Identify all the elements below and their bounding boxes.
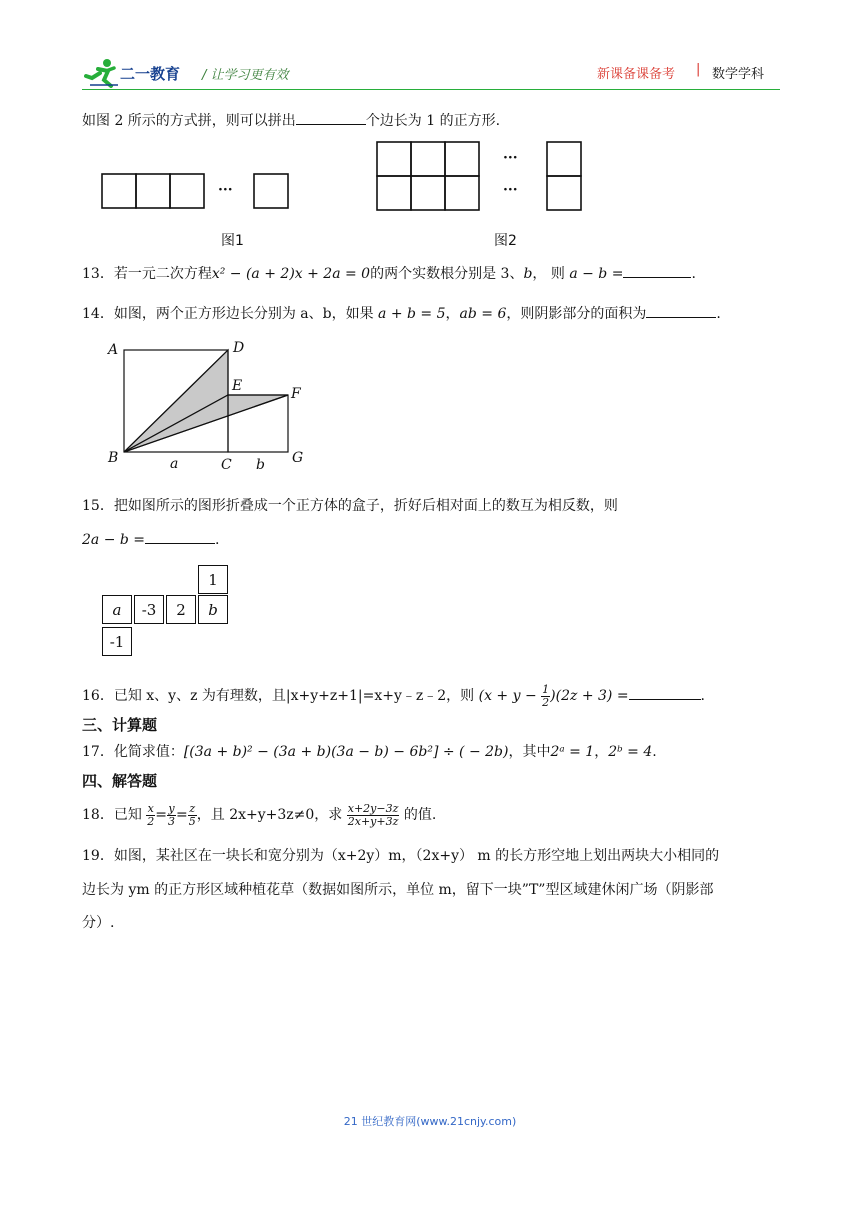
q19-line-3: 分）. <box>82 915 115 931</box>
cube-net <box>102 565 232 659</box>
q15-expression: 2a − b = <box>82 532 146 548</box>
fig2-square <box>411 142 445 176</box>
frac-target-expression <box>347 803 400 828</box>
fig2-square <box>445 142 479 176</box>
q18-text-1: 已知 <box>113 807 142 823</box>
q14-figure <box>104 338 314 476</box>
net-value: b <box>208 600 218 619</box>
q16-expr-b: )(2z + 3) = <box>550 688 629 704</box>
q15-number: 15． <box>82 498 114 514</box>
fig2-square <box>377 142 411 176</box>
q14-end: . <box>716 306 721 322</box>
q15-line-1 <box>82 496 618 516</box>
q13-expression: a − b = <box>569 266 624 282</box>
frac-z-over-5 <box>188 803 197 828</box>
net-value: a <box>112 600 122 619</box>
fig2-square <box>411 176 445 210</box>
frac-x-over-2 <box>146 803 155 828</box>
q13-answer-blank <box>623 263 691 278</box>
q16-number: 16． <box>82 688 114 704</box>
label-side-a: a <box>170 456 179 472</box>
q13-text-1: 若一元二次方程 <box>113 266 212 282</box>
slogan: / 让学习更有效 <box>202 68 289 83</box>
page-footer: 21 世纪教育网(www.21cnjy.com) <box>343 1115 517 1128</box>
q19-line-1: 19．如图，某社区在一块长和宽分别为（x+2y）m，（2x+y） m 的长方形空地上划出两块大小相同的 <box>82 848 720 864</box>
logo-text: 二一教育 <box>120 65 181 83</box>
q13-text-2: 的两个实数根分别是 3、 <box>370 266 524 282</box>
q13-end: . <box>691 266 696 282</box>
frac-denominator: 2 <box>147 814 155 828</box>
q16-text: 已知 x、y、z 为有理数，且|x+y+z+1|=x+y﹣z﹣2，则 <box>113 688 475 704</box>
net-cell-a <box>102 595 132 624</box>
fig1-square <box>170 174 204 208</box>
q18 <box>82 801 436 829</box>
frac-denominator: 2x+y+3z <box>347 814 399 828</box>
fig2-square <box>547 142 581 176</box>
frac-numerator: x+2y−3z <box>347 801 399 815</box>
q15-answer-blank <box>145 529 215 544</box>
q17-condition-1: 2ᵃ = 1 <box>550 744 595 760</box>
q13-number: 13． <box>82 266 114 282</box>
q13 <box>82 263 696 284</box>
fig2-square <box>377 176 411 210</box>
header-rule <box>82 89 780 90</box>
q13-root-b: b <box>523 266 533 282</box>
q17-number: 17． <box>82 744 114 760</box>
q16-end: . <box>700 688 705 704</box>
frac-denominator: 3 <box>168 814 176 828</box>
q17-text-2: ，其中 <box>508 744 551 760</box>
q16 <box>82 683 705 709</box>
q17-text: 化简求值： <box>113 744 184 760</box>
fig2-ellipsis-bottom: ··· <box>503 182 518 198</box>
q17-end: . <box>652 744 657 760</box>
fig1-square <box>102 174 136 208</box>
q12-text <box>82 110 500 131</box>
q15-text: 把如图所示的图形折叠成一个正方体的盒子，折好后相对面上的数互为相反数，则 <box>113 498 618 514</box>
fig1-square <box>136 174 170 208</box>
label-f-point: F <box>291 386 301 402</box>
net-cell-b <box>198 595 228 624</box>
fig1-square <box>254 174 288 208</box>
q14 <box>82 303 721 324</box>
q16-fraction <box>541 684 550 709</box>
q14-text-3: ，则阴影部分的面积为 <box>506 306 647 322</box>
fig2-square <box>445 176 479 210</box>
net-value: -1 <box>109 632 125 651</box>
q16-expr-a: (x + y − <box>478 688 537 704</box>
header-separator: | <box>696 62 701 77</box>
q14-text-2: ， <box>445 306 460 322</box>
label-b-point: B <box>108 450 119 466</box>
q14-number: 14． <box>82 306 114 322</box>
q18-number: 18． <box>82 807 114 823</box>
q12-figure-1 <box>100 172 290 210</box>
q13-equation: x² − (a + 2)x + 2a = 0 <box>211 266 371 282</box>
net-value: 1 <box>208 570 218 589</box>
q14-answer-blank <box>646 303 716 318</box>
label-side-b: b <box>256 457 265 473</box>
q18-text-3: 的值. <box>403 807 437 823</box>
q13-text-3: ， 则 <box>532 266 565 282</box>
q18-text-2: ，且 2x+y+3z≠0，求 <box>196 807 343 823</box>
label-a-point: A <box>108 342 119 358</box>
section-heading-4: 四、解答题 <box>82 772 158 790</box>
equals-sign: = <box>155 807 168 823</box>
q12-answer-blank <box>296 110 366 125</box>
fig1-label: 图1 <box>221 233 244 249</box>
fig2-ellipsis-top: ··· <box>503 150 518 166</box>
fig2-square <box>547 176 581 210</box>
q16-answer-blank <box>629 685 701 700</box>
net-cell-minus-1 <box>102 627 132 656</box>
net-cell-top <box>198 565 228 594</box>
q15-end: . <box>215 532 220 548</box>
label-d-point: D <box>233 340 245 356</box>
net-value: -3 <box>141 600 157 619</box>
frac-numerator: 1 <box>542 682 550 696</box>
label-c-point: C <box>221 457 232 473</box>
q12-text-before: 如图 2 所示的方式拼，则可以拼出 <box>82 113 296 129</box>
frac-y-over-3 <box>167 803 176 828</box>
page-header <box>0 0 860 92</box>
q17 <box>82 742 657 762</box>
fig2-label: 图2 <box>494 233 517 249</box>
frac-numerator: y <box>168 801 175 815</box>
net-cell-minus-3 <box>134 595 164 624</box>
q17-expression: [(3a + b)² − (3a + b)(3a − b) − 6b²] ÷ ( − 2b) <box>183 744 509 760</box>
frac-denominator: 5 <box>188 814 196 828</box>
q14-text-1: 如图，两个正方形边长分别为 a、b，如果 <box>113 306 374 322</box>
header-tagline: 新课备课备考 <box>597 67 676 82</box>
q15-line-2 <box>82 529 219 550</box>
net-cell-2 <box>166 595 196 624</box>
q17-sep: ， <box>594 744 609 760</box>
section-heading-3: 三、计算题 <box>82 716 158 734</box>
fig1-ellipsis: ··· <box>218 182 233 198</box>
q12-text-after: 个边长为 1 的正方形. <box>365 113 501 129</box>
label-g-point: G <box>292 450 304 466</box>
frac-denominator: 2 <box>542 695 550 709</box>
q19-line-2: 边长为 ym 的正方形区域种植花草（数据如图所示，单位 m，留下一块”T”型区域建休闲广场（阴影部 <box>82 882 714 898</box>
q12-figure-2 <box>375 140 585 212</box>
frac-numerator: z <box>189 801 196 815</box>
label-e-point: E <box>232 378 243 394</box>
net-value: 2 <box>176 600 186 619</box>
frac-numerator: x <box>147 801 154 815</box>
q14-condition-2: ab = 6 <box>459 306 507 322</box>
equals-sign: = <box>176 807 188 823</box>
q14-condition-1: a + b = 5 <box>378 306 446 322</box>
header-subject: 数学学科 <box>712 67 765 82</box>
runner-logo-icon <box>84 58 120 88</box>
q17-condition-2: 2ᵇ = 4 <box>608 744 653 760</box>
